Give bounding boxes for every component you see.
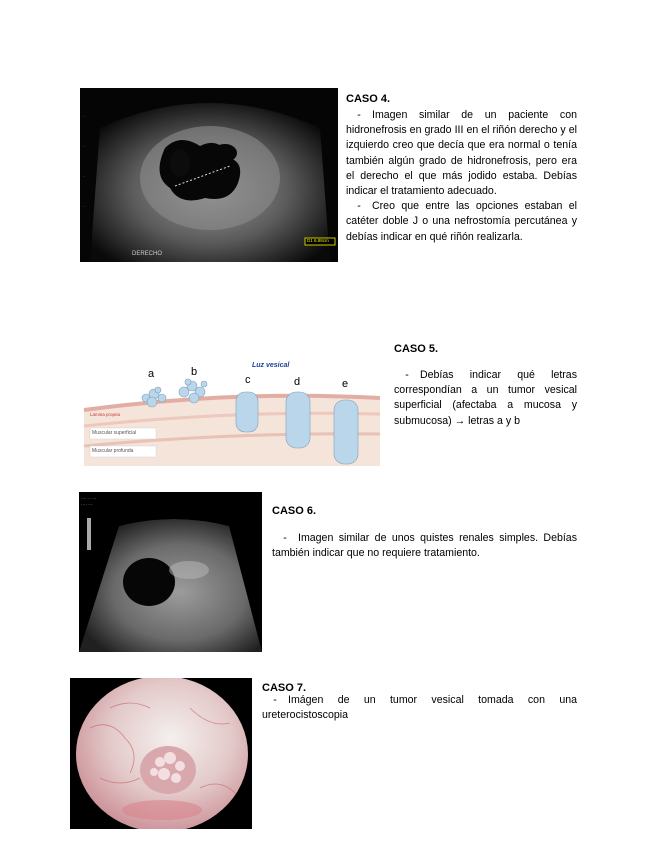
caso7-title: CASO 7. bbox=[262, 682, 307, 694]
layer-label-muscular-profunda: Muscular profunda bbox=[92, 448, 134, 454]
ultrasound-side-label: DERECHO bbox=[132, 251, 163, 257]
cystoscopy-image-bladder-tumor bbox=[70, 678, 252, 829]
svg-text:·: · bbox=[83, 204, 85, 210]
caso4-bullet-1 bbox=[346, 108, 577, 199]
svg-text:··· ·· ··: ··· ·· ·· bbox=[81, 502, 93, 507]
caso6-title: CASO 6. bbox=[272, 505, 317, 517]
caso6-bullet-1 bbox=[272, 531, 577, 561]
caso7-bullet-1-text: Imágen de un tumor vesical tomada con una ureterocistoscopia bbox=[262, 694, 577, 722]
ultrasound-measure-label: D1 6.88cm bbox=[307, 238, 329, 243]
layer-label-muscular-superficial: Muscular superficial bbox=[92, 430, 137, 436]
caso4-text bbox=[346, 108, 577, 245]
letter-d: d bbox=[294, 376, 301, 388]
bullet-dash: - bbox=[357, 200, 361, 213]
caso6-bullet-1-text: Imagen similar de unos quistes renales simples. Debías también indicar que no requiere tratamiento. bbox=[272, 532, 577, 560]
caso5-bullet-1-text: Debías indicar qué letras correspondían a un tumor vesical superficial (afectaba a mucosa y submucosa) → letras a y b bbox=[394, 369, 577, 427]
caso5-text bbox=[394, 368, 577, 429]
caso4-bullet-2 bbox=[346, 199, 577, 245]
layer-label-lamina: Lamina propria bbox=[90, 412, 121, 417]
letter-a: a bbox=[148, 368, 155, 380]
svg-text:·: · bbox=[83, 174, 85, 180]
caso5-title: CASO 5. bbox=[394, 343, 439, 355]
letter-b: b bbox=[191, 366, 198, 378]
bullet-dash: - bbox=[283, 532, 287, 544]
bullet-dash: - bbox=[273, 694, 277, 706]
ultrasound-image-hydronephrosis bbox=[80, 88, 338, 262]
caso4-title: CASO 4. bbox=[346, 93, 391, 105]
luz-vesical-label: Luz vesical bbox=[252, 362, 290, 369]
letter-e: e bbox=[342, 378, 349, 390]
caso4-bullet-2-text: Creo que entre las opciones estaban el catéter doble J o una nefrostomía percutánea y debías indicar en qué riñón realizarla. bbox=[346, 200, 577, 243]
letter-c: c bbox=[245, 374, 251, 386]
bullet-dash: - bbox=[357, 109, 361, 121]
ultrasound-image-renal-cyst bbox=[79, 492, 262, 652]
bladder-tumor-staging-diagram bbox=[84, 362, 380, 466]
caso4-bullet-1-text: Imagen similar de un paciente con hidronefrosis en grado III en el riñón derecho y el izquierdo creo que decía que era normal o tenía también algún grado de hidronefrosis, pero era el derecho el que más jodido estaba. Debías indicar el tratamiento adecuado. bbox=[346, 109, 577, 198]
caso6-text bbox=[272, 531, 577, 561]
bullet-dash: - bbox=[405, 369, 409, 381]
svg-text:·: · bbox=[83, 144, 85, 150]
caso5-bullet-1 bbox=[394, 368, 577, 429]
caso7-text bbox=[262, 693, 577, 723]
svg-text:·: · bbox=[83, 114, 85, 120]
caso7-bullet-1 bbox=[262, 693, 577, 723]
svg-text:···· · · ···: ···· · · ··· bbox=[81, 496, 97, 501]
